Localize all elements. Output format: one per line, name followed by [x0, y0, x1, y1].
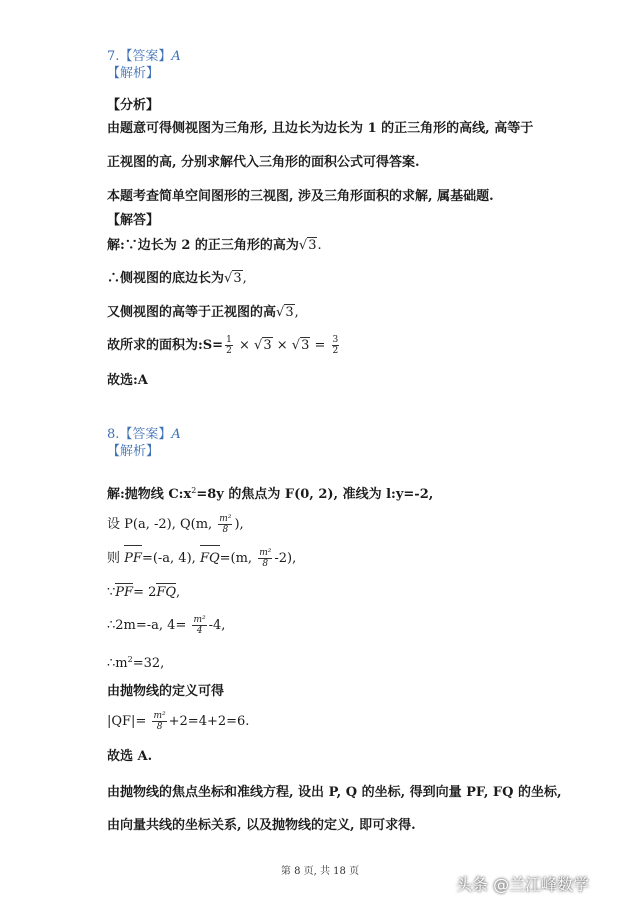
vector-pf: PF	[124, 546, 142, 572]
q7-fenxi-line-2: 正视图的高, 分别求解代入三角形的面积公式可得答案.	[107, 155, 420, 170]
q7-choice-line: 故选:A	[107, 373, 148, 388]
q8-line-3: 则 PF=(-a, 4), FQ=(m, $\frac{\text{m²}}{8}$ -2),	[107, 546, 296, 572]
q8-answer-tag: 【答案】	[119, 427, 172, 442]
vector-pf: PF	[115, 585, 134, 600]
q7-answer: A	[171, 49, 181, 64]
q7-solution-line-4: 故所求的面积为:S= $\frac{1}{2}$ × √3 × √3 = $\frac{3}{2}$	[107, 333, 341, 359]
fraction: $\frac{\text{m²}}{8}$	[153, 711, 166, 732]
sqrt-symbol: √3	[224, 271, 242, 286]
q8-number: 8.	[107, 427, 120, 442]
fraction: $\frac{\text{m²}}{4}$	[193, 615, 206, 636]
q7-number: 7.	[107, 49, 120, 64]
q8-line-10: 由抛物线的焦点坐标和准线方程, 设出 P, Q 的坐标, 得到向量 PF, FQ 的坐标,	[107, 785, 562, 800]
q8-answer: A	[171, 427, 181, 442]
watermark: 头条 @兰江峰数学	[456, 875, 590, 894]
q8-line-6: $\therefore m^2=32$,	[107, 655, 165, 671]
sqrt-symbol: √3	[254, 338, 272, 353]
q7-solution-line-1: 解:∵边长为 2 的正三角形的高为√3.	[107, 238, 322, 253]
fraction: $\frac{1}{2}$	[226, 335, 232, 356]
q8-line-4: ∵PF= 2FQ,	[107, 585, 181, 600]
vector-fq: FQ	[156, 585, 177, 600]
q8-analysis-tag: 【解析】	[107, 444, 160, 459]
q8-line-5: ∴2m=-a, 4= $\frac{\text{m²}}{4}$ -4,	[107, 615, 226, 636]
q8-line-8: |QF|= $\frac{\text{m²}}{8}$ +2=4+2=6.	[107, 711, 250, 732]
q7-fenxi-line-3: 本题考查简单空间图形的三视图, 涉及三角形面积的求解, 属基础题.	[107, 189, 494, 204]
q8-answer-line	[107, 426, 181, 444]
fraction: $\frac{3}{2}$	[332, 335, 339, 356]
q7-fenxi-line-1: 由题意可得侧视图为三角形, 且边长为边长为 1 的正三角形的高线, 高等于	[107, 121, 534, 136]
sqrt-symbol: √3	[276, 305, 294, 320]
q8-line-11: 由向量共线的坐标关系, 以及抛物线的定义, 即可求得.	[107, 818, 416, 833]
page-footer: 第 8 页, 共 18 页	[280, 866, 360, 877]
q8-line-1: 解:抛物线 $C:x^2=8y$ 的焦点为 F(0, 2), 准线为 l:y=-2,	[107, 486, 434, 502]
q7-solution-line-2: ∴侧视图的底边长为√3,	[107, 271, 247, 286]
q8-line-9: 故选 A.	[107, 749, 153, 764]
q7-jieda-heading: 【解答】	[107, 213, 160, 228]
sqrt-symbol: √3	[298, 238, 317, 253]
sqrt-symbol: √3	[291, 338, 310, 353]
q7-answer-tag: 【答案】	[119, 49, 172, 64]
q8-line-2: 设 P(a, -2), Q(m, $\frac{\text{m²}}{8}$ ),	[107, 514, 244, 535]
fraction: $\frac{\text{m²}}{8}$	[259, 548, 272, 569]
q7-answer-line	[107, 48, 181, 66]
q7-solution-line-3: 又侧视图的高等于正视图的高√3,	[107, 305, 299, 320]
vector-fq: FQ	[200, 546, 220, 572]
q7-analysis-tag: 【解析】	[107, 66, 160, 81]
q7-fenxi-heading: 【分析】	[107, 98, 160, 113]
fraction: $\frac{\text{m²}}{8}$	[219, 514, 232, 535]
q8-line-7: 由抛物线的定义可得	[107, 684, 225, 699]
